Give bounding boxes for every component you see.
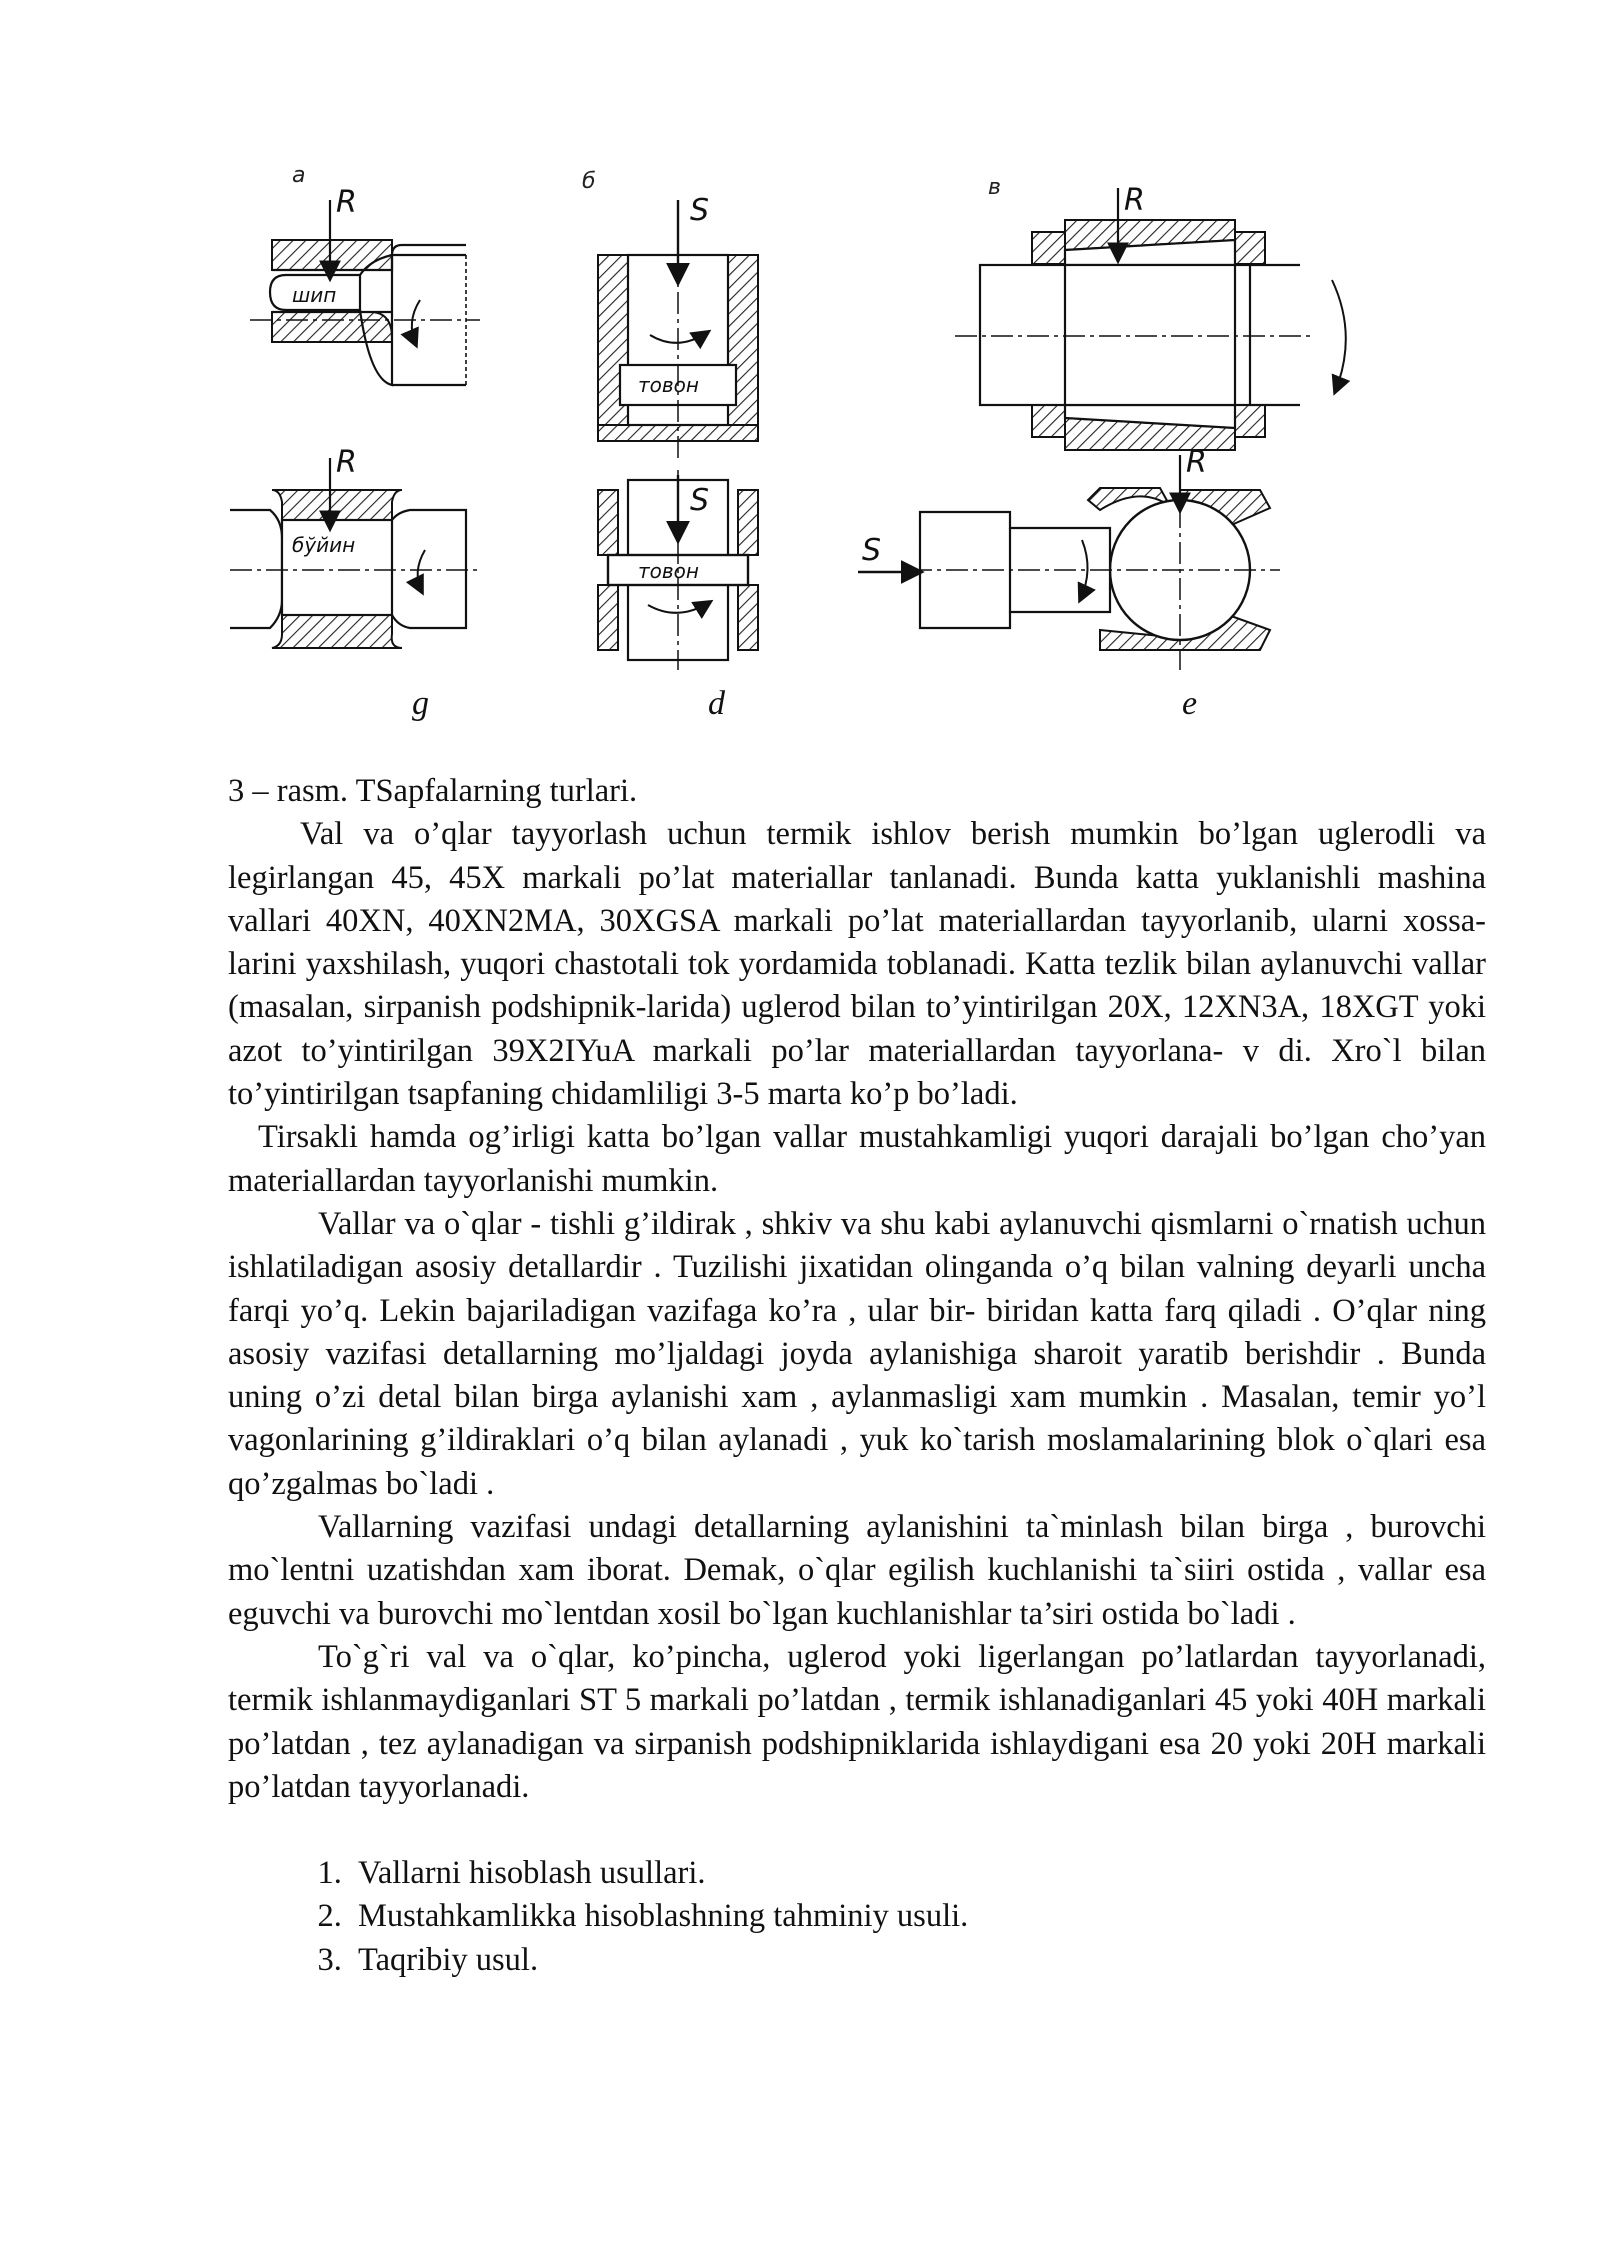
paragraph-shaft-function: Vallarning vazifasi undagi detallarning aylanishini ta`minlash bilan birga , burovchi mo`lentni uzatishdan xam iborat. Demak, o`qlar egilish kuchlanishi ta`siiri ostida , vallar esa eguvchi va burovchi mo`lentdan xosil bo`lgan kuchlanishlar ta’siri ostida bo`ladi .	[228, 1509, 1486, 1632]
list-item: 3. Taqribiy usul.	[350, 1939, 1486, 1982]
panel-a-ship-journal	[250, 163, 480, 385]
paragraph-materials: Val va o’qlar tayyorlash uchun termik ishlov berish mumkin bo’lgan uglerodli va legirlangan 45, 45X markali po’lat materiallar tanlanadi. Bunda katta yuklanishli mashina vallari 40XN, 40XN2MA, 30XGSA markali po’lat materiallardan tayyorlanib, ularni xossa-larini yaxshilash, yuqori chastotali tok yordamida toblanadi. Katta tezlik bilan aylanuvchi vallar (masalan, sirpanish podshipnik-larida) uglerod bilan to’yintirilgan 20X, 12XN3A, 18XGT yoki azot to’yintirilgan 39X2IYuA markali po’lar materiallardan tayyorlana- v di. Xro`l bilan to’yintirilgan tsapfaning chidamliligi 3-5 marta ko’p bo’ladi.	[228, 816, 1486, 1113]
word-ship: шип	[292, 283, 337, 307]
sub-label-e: e	[1182, 685, 1198, 722]
force-label-r-a: R	[336, 185, 357, 220]
sub-label-g: g	[412, 685, 429, 722]
force-label-s-e: S	[862, 533, 882, 568]
force-label-r-v: R	[1124, 183, 1145, 218]
figure-caption: 3 – rasm. TSapfalarning turlari.	[228, 773, 638, 809]
force-label-r-g: R	[336, 445, 357, 480]
list-item: 1. Vallarni hisoblash usullari.	[350, 1852, 1486, 1895]
force-label-s-d: S	[690, 483, 710, 518]
panel-letter-b: б	[582, 169, 596, 194]
list-item: 2. Mustahkamlikka hisoblashning tahminiy usuli.	[350, 1895, 1486, 1938]
document-body	[228, 770, 1486, 1982]
sub-label-d: d	[708, 685, 725, 722]
paragraph-steel-grades: To`g`ri val va o`qlar, ko’pincha, uglerod yoki ligerlangan po’latlardan tayyorlanadi, termik ishlanmaydiganlari ST 5 markali po’latdan , termik ishlanadiganlari 45 yoki 40H markali po’latdan , tez aylanadigan va sirpanish podshipniklarida ishlaydigani esa 20 yoki 20H markali po’latdan tayyorlanadi.	[228, 1638, 1486, 1805]
panel-letter-a: а	[292, 163, 306, 188]
topics-list	[228, 1852, 1486, 1982]
panel-g-boyin-journal	[230, 445, 480, 722]
force-label-r-e: R	[1186, 445, 1207, 480]
journal-types-figure	[220, 160, 1380, 730]
panel-v-tapered-journal	[955, 175, 1346, 450]
word-tovon-d: товон	[638, 559, 699, 583]
force-label-s-b: S	[690, 193, 710, 228]
panel-letter-v: в	[988, 175, 1001, 200]
panel-b-tovon-pivot	[582, 169, 758, 460]
word-tovon-b: товон	[638, 373, 699, 397]
paragraph-cast-iron: Tirsakli hamda og’irligi katta bo’lgan vallar mustahkamligi yuqori darajali bo’lgan cho’yan materiallardan tayyorlanishi mumkin.	[228, 1119, 1486, 1199]
word-boyin: бўйин	[292, 533, 356, 557]
panel-d-tovon-collar	[598, 470, 758, 722]
panel-e-ball-journal	[858, 445, 1280, 722]
paragraph-shafts-axles: Vallar va o`qlar - tishli g’ildirak , shkiv va shu kabi aylanuvchi qismlarni o`rnatish uchun ishlatiladigan asosiy detallardir . Tuzilishi jixatidan olinganda o’q bilan valning deyarli uncha farqi yo’q. Lekin bajariladigan vazifaga ko’ra , ular bir- biridan katta farq qiladi . O’qlar ning asosiy vazifasi detallarning mo’ljaldagi joyda aylanishiga sharoit yaratib berishdir . Bunda uning o’zi detal bilan birga aylanishi xam , aylanmasligi xam mumkin . Masalan, temir yo’l vagonlarining g’ildiraklari o’q bilan aylanadi , yuk ko`tarish moslamalarining blok o`qlari esa qo’zgalmas bo`ladi .	[228, 1205, 1486, 1502]
